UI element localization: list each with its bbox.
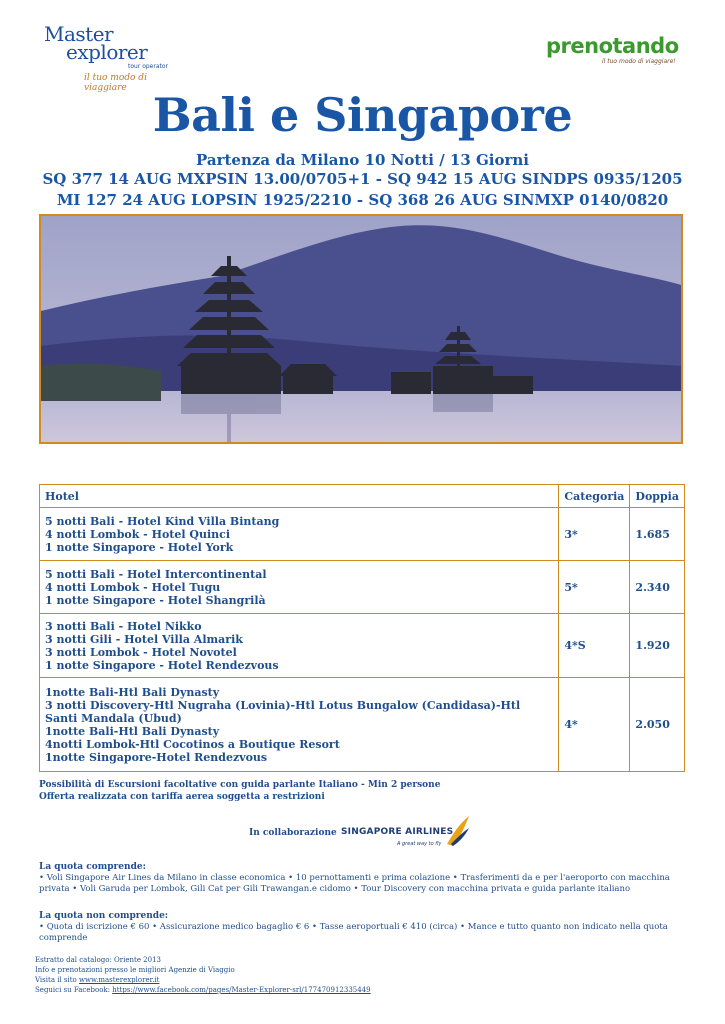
hotel-line: 1 notte Singapore - Hotel Rendezvous	[45, 658, 279, 672]
table-header-row	[40, 485, 685, 508]
excludes-title: La quota non comprende:	[39, 911, 169, 921]
footer-site	[35, 975, 371, 985]
table-row	[40, 508, 685, 561]
header-categoria: Categoria	[559, 485, 630, 508]
hotel-line: 3 notti Gili - Hotel Villa Almarik	[45, 632, 243, 646]
doppia-cell: 2.050	[630, 678, 685, 772]
hotel-line: 3 notti Bali - Hotel Nikko	[45, 619, 202, 633]
includes-title: La quota comprende:	[39, 862, 146, 872]
hotel-cell	[40, 678, 559, 772]
excludes-text: • Quota di iscrizione € 60 • Assicurazione medico bagaglio € 6 • Tasse aeroportuali € 410 (circa) • Mance e tutto quanto non indicato nella quota comprende	[39, 922, 668, 943]
table-row	[40, 678, 685, 772]
categoria-cell: 3*	[559, 508, 630, 561]
hotel-line: 1 notte Singapore - Hotel Shangrilà	[45, 593, 266, 607]
logo-master-text: Master	[44, 22, 114, 46]
logo-tagline: il tuo modo di viaggiare	[84, 73, 147, 93]
hotel-line: 5 notti Bali - Hotel Kind Villa Bintang	[45, 514, 280, 528]
hotel-price-table	[39, 484, 685, 772]
categoria-cell: 5*	[559, 561, 630, 614]
table-row	[40, 561, 685, 614]
table-row	[40, 614, 685, 678]
page-title: Bali e Singapore	[152, 88, 573, 142]
doppia-cell: 1.685	[630, 508, 685, 561]
footer-site-label: Visita il sito	[35, 976, 79, 984]
footer-facebook-label: Seguici su Facebook:	[35, 986, 113, 994]
prenotando-name: prenotando	[546, 34, 679, 58]
prenotando-tagline: il tuo modo di viaggiare!	[602, 58, 676, 65]
logo-explorer-text: explorer	[66, 40, 148, 64]
facebook-link[interactable]: https://www.facebook.com/pages/Master-Explorer-srl/177470912335449	[112, 986, 371, 994]
hotel-cell	[40, 508, 559, 561]
doppia-cell: 2.340	[630, 561, 685, 614]
footer-facebook	[35, 985, 371, 995]
hotel-cell	[40, 614, 559, 678]
hotel-line: 5 notti Bali - Hotel Intercontinental	[45, 567, 267, 581]
flight-line-1: SQ 377 14 AUG MXPSIN 13.00/0705+1 - SQ 942 15 AUG SINDPS 0935/1205	[42, 170, 683, 188]
footer-catalog: Estratto dal catalogo: Oriente 2013	[35, 956, 161, 964]
hotel-line: 4 notti Lombok - Hotel Tugu	[45, 580, 221, 594]
hotel-line: 1notte Bali-Htl Bali Dynasty	[45, 724, 220, 738]
flight-line-2: MI 127 24 AUG LOPSIN 1925/2210 - SQ 368 26 AUG SINMXP 0140/0820	[56, 191, 669, 209]
header-hotel: Hotel	[40, 485, 559, 508]
departure-subtitle: Partenza da Milano 10 Notti / 13 Giorni	[195, 151, 530, 169]
website-link[interactable]: www.masterexplorer.it	[79, 976, 160, 984]
airline-tagline: A great way to fly	[397, 841, 442, 847]
bali-temple-photo	[39, 214, 683, 444]
hotel-line: 4 notti Lombok - Hotel Quinci	[45, 527, 231, 541]
doppia-cell: 1.920	[630, 614, 685, 678]
singapore-airlines-logo	[337, 812, 472, 852]
hotel-line: 3 notti Discovery-Htl Nugraha (Lovinia)-Htl Lotus Bungalow (Candidasa)-Htl Santi Mandala (Ubud)	[45, 698, 521, 725]
logo-tour-operator-text: tour operator	[128, 63, 169, 70]
footer	[35, 955, 371, 995]
hotel-line: 1 notte Singapore - Hotel York	[45, 540, 234, 554]
master-explorer-logo	[44, 22, 184, 93]
temple-landscape-image	[41, 216, 683, 444]
includes-text: • Voli Singapore Air Lines da Milano in classe economica • 10 pernottamenti e prima colazione • Trasferimenti da e per l'aeroporto con macchina privata • Voli Garuda per Lombok, Gili Cat per Gili Trawangan.e cidomo • Tour Discovery con macchina privata e guida parlante italiano	[39, 873, 670, 894]
categoria-cell: 4*	[559, 678, 630, 772]
footer-info: Info e prenotazioni presso le migliori Agenzie di Viaggio	[35, 966, 235, 974]
note-excursions: Possibilità di Escursioni facoltative con guida parlante Italiano - Min 2 persone	[39, 780, 441, 790]
prenotando-logo	[546, 34, 686, 74]
categoria-cell: 4*S	[559, 614, 630, 678]
header-doppia: Doppia	[630, 485, 685, 508]
offer-notes	[39, 779, 440, 803]
airline-name: SINGAPORE AIRLINES	[341, 827, 454, 837]
hotel-line: 3 notti Lombok - Hotel Novotel	[45, 645, 237, 659]
hotel-line: 4notti Lombok-Htl Cocotinos a Boutique Resort	[45, 737, 340, 751]
collaboration-label: In collaborazione	[249, 828, 337, 838]
hotel-cell	[40, 561, 559, 614]
note-restrictions: Offerta realizzata con tariffa aerea soggetta a restrizioni	[39, 792, 325, 802]
hotel-line: 1notte Bali-Htl Bali Dynasty	[45, 685, 220, 699]
hotel-line: 1notte Singapore-Hotel Rendezvous	[45, 750, 268, 764]
airline-bird-icon	[445, 814, 471, 848]
